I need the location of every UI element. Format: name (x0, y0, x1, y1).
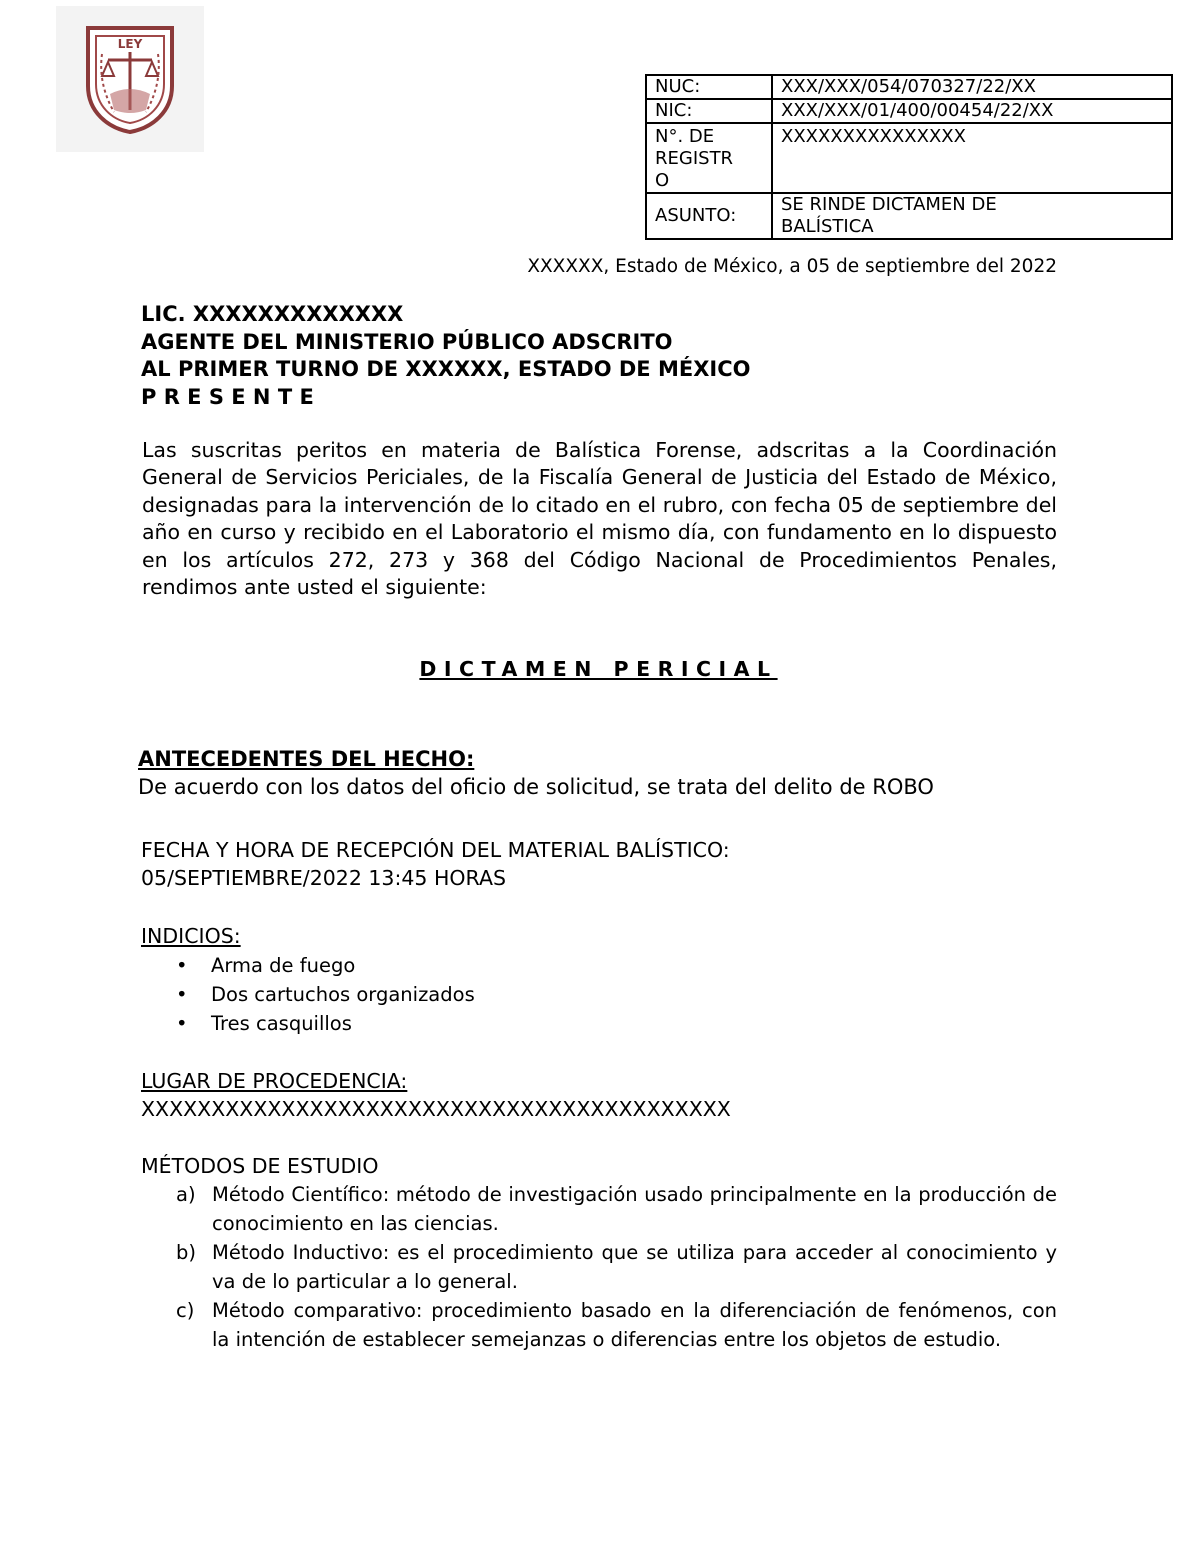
recepcion-heading: FECHA Y HORA DE RECEPCIÓN DEL MATERIAL BALÍSTICO: (141, 838, 730, 862)
recepcion-value: 05/SEPTIEMBRE/2022 13:45 HORAS (141, 866, 506, 890)
seal-icon (84, 24, 176, 134)
indicios-section (141, 922, 475, 1038)
indicios-list (141, 951, 475, 1038)
lugar-section (141, 1067, 731, 1123)
lugar-heading: LUGAR DE PROCEDENCIA: (141, 1069, 408, 1093)
place-date: XXXXXX, Estado de México, a 05 de septiembre del 2022 (527, 256, 1057, 277)
table-row-asunto (646, 193, 1172, 239)
list-item (141, 980, 475, 1009)
reference-table (645, 74, 1173, 240)
addressee-name: LIC. XXXXXXXXXXXXX (141, 302, 404, 326)
addressee-line: AGENTE DEL MINISTERIO PÚBLICO ADSCRITO (141, 329, 673, 354)
antecedentes-section (138, 746, 934, 802)
bullet-icon: • (176, 1012, 188, 1035)
recepcion-section (141, 836, 730, 892)
list-item (141, 1009, 475, 1038)
nuc-value: XXX/XXX/054/070327/22/XX (772, 75, 1172, 99)
antecedentes-text: De acuerdo con los datos del oficio de solicitud, se trata del delito de ROBO (138, 775, 934, 799)
list-item (141, 1296, 1057, 1354)
list-item (141, 951, 475, 980)
method-label: b) (176, 1241, 196, 1264)
bullet-icon: • (176, 954, 188, 977)
method-label: c) (176, 1299, 195, 1322)
logo (56, 6, 204, 152)
nuc-label: NUC: (646, 75, 772, 99)
asunto-value-line: SE RINDE DICTAMEN DE (781, 194, 997, 215)
seal-text: LEY (117, 37, 143, 51)
list-item (141, 1180, 1057, 1238)
addressee-line: AL PRIMER TURNO DE XXXXXX, ESTADO DE MÉXICO (141, 357, 751, 381)
registro-label-line: REGISTR (655, 148, 734, 169)
asunto-value-line: BALÍSTICA (781, 216, 874, 237)
lugar-value: XXXXXXXXXXXXXXXXXXXXXXXXXXXXXXXXXXXXXXXXXX (141, 1097, 731, 1121)
indicios-heading: INDICIOS: (141, 924, 241, 948)
registro-label-line: O (655, 170, 670, 191)
asunto-label: ASUNTO: (646, 193, 772, 239)
metodos-section (141, 1152, 1057, 1354)
bullet-icon: • (176, 983, 188, 1006)
asunto-value (772, 193, 1172, 239)
registro-label-line: N°. DE (655, 126, 715, 147)
registro-label (646, 123, 772, 193)
nic-label: NIC: (646, 99, 772, 123)
nic-value: XXX/XXX/01/400/00454/22/XX (772, 99, 1172, 123)
method-label: a) (176, 1183, 196, 1206)
method-text: Método comparativo: procedimiento basado en la diferenciación de fenómenos, con la intención de establecer semejanzas o diferencias entre los objetos de estudio. (212, 1299, 1057, 1351)
antecedentes-heading: ANTECEDENTES DEL HECHO: (138, 747, 475, 771)
table-row-nic (646, 99, 1172, 123)
list-item (141, 1238, 1057, 1296)
list-item-text: Arma de fuego (211, 954, 356, 977)
presente-label: P R E S E N T E (141, 384, 314, 409)
list-item-text: Tres casquillos (211, 1012, 352, 1035)
addressee-block (141, 301, 750, 411)
document-title (140, 657, 1057, 681)
list-item-text: Dos cartuchos organizados (211, 983, 475, 1006)
method-text: Método Inductivo: es el procedimiento que se utiliza para acceder al conocimiento y va de lo particular a lo general. (212, 1241, 1057, 1293)
table-row-registro (646, 123, 1172, 193)
intro-paragraph: Las suscritas peritos en materia de Balística Forense, adscritas a la Coordinación General de Servicios Periciales, de la Fiscalía General de Justicia del Estado de México, designadas para la intervención de lo citado en el rubro, con fecha 05 de septiembre del año en curso y recibido en el Laboratorio el mismo día, con fundamento en lo dispuesto en los artículos 272, 273 y 368 del Código Nacional de Procedimientos Penales, rendimos ante usted el siguiente: (142, 438, 1057, 600)
method-text: Método Científico: método de investigación usado principalmente en la producción de conocimiento en las ciencias. (212, 1183, 1057, 1235)
table-row-nuc (646, 75, 1172, 99)
document-title-text: DICTAMEN PERICIAL (419, 657, 778, 681)
registro-value: XXXXXXXXXXXXXXX (772, 123, 1172, 193)
metodos-heading: MÉTODOS DE ESTUDIO (141, 1154, 379, 1178)
